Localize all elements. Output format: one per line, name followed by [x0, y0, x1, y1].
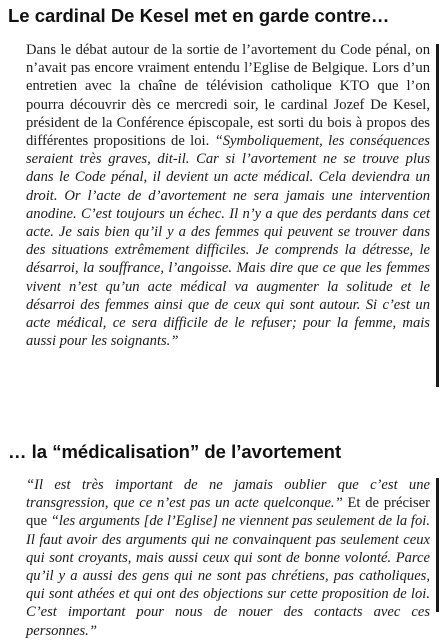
- section-heading-warning: Le cardinal De Kesel met en garde contre…: [8, 5, 390, 26]
- article-paragraph-1: [26, 41, 430, 350]
- cardinal-quote: “Symboliquement, les conséquences seraient très graves, dit-il. Car si l’avortement ne se trouve plus dans le Code pénal, il devient un acte médical. Cela deviendra un droit. Or l’acte de d’avortement ne sera jamais une intervention anodine. C’est toujours un échec. Il n’y a que des perdants dans cet acte. Je sais bien qu’il y a des femmes qui peuvent se trouver dans des situations extrêmement difficiles. Je comprends la détresse, le désarroi, la souffrance, l’angoisse. Mais dire que ce que les femmes vivent n’est qu’un acte médical va augmenter la solitude et le désarroi des femmes ainsi que de ceux qui sont autour. Si c’est un acte médical, ce sera difficile de le refuser; pour la femme, mais aussi pour les soignants.”: [26, 133, 430, 350]
- section-heading-medicalisation: … la “médicalisation” de l’avortement: [8, 441, 342, 462]
- quote-rule: [436, 478, 439, 612]
- transgression-quote: “Il est très important de ne jamais oublier que c’est une transgression, que ce n’est pas un acte quelconque.”: [26, 477, 430, 512]
- article-paragraph-2: [26, 476, 430, 640]
- arguments-quote: “les arguments [de l’Eglise] ne viennent pas seulement de la foi. Il faut avoir des arguments qui ne convainquent pas seulement ceux qui sont croyants, mais aussi ceux qui sont de bonne volonté. Parce qu’il y a aussi des gens qui ne sont pas chrétiens, pas catholiques, qui sont athées et qui ont des objections sur cette proposition de loi. C’est important pour nous de nouer des contacts avec ces personnes.”: [26, 513, 430, 639]
- transition-text: Et de préciser que: [26, 495, 430, 530]
- quote-rule: [436, 44, 439, 387]
- intro-text: Dans le débat autour de la sortie de l’avortement du Code pénal, on n’avait pas encore vraiment entendu l’Eglise de Belgique. Lors d’un entretien avec la chaîne de télévision catholique KTO que l’on pourra découvrir dès ce mercredi soir, le cardinal Jozef De Kesel, président de la Conférence épiscopale, est sorti du bois à propos des différentes propositions de loi.: [26, 42, 430, 150]
